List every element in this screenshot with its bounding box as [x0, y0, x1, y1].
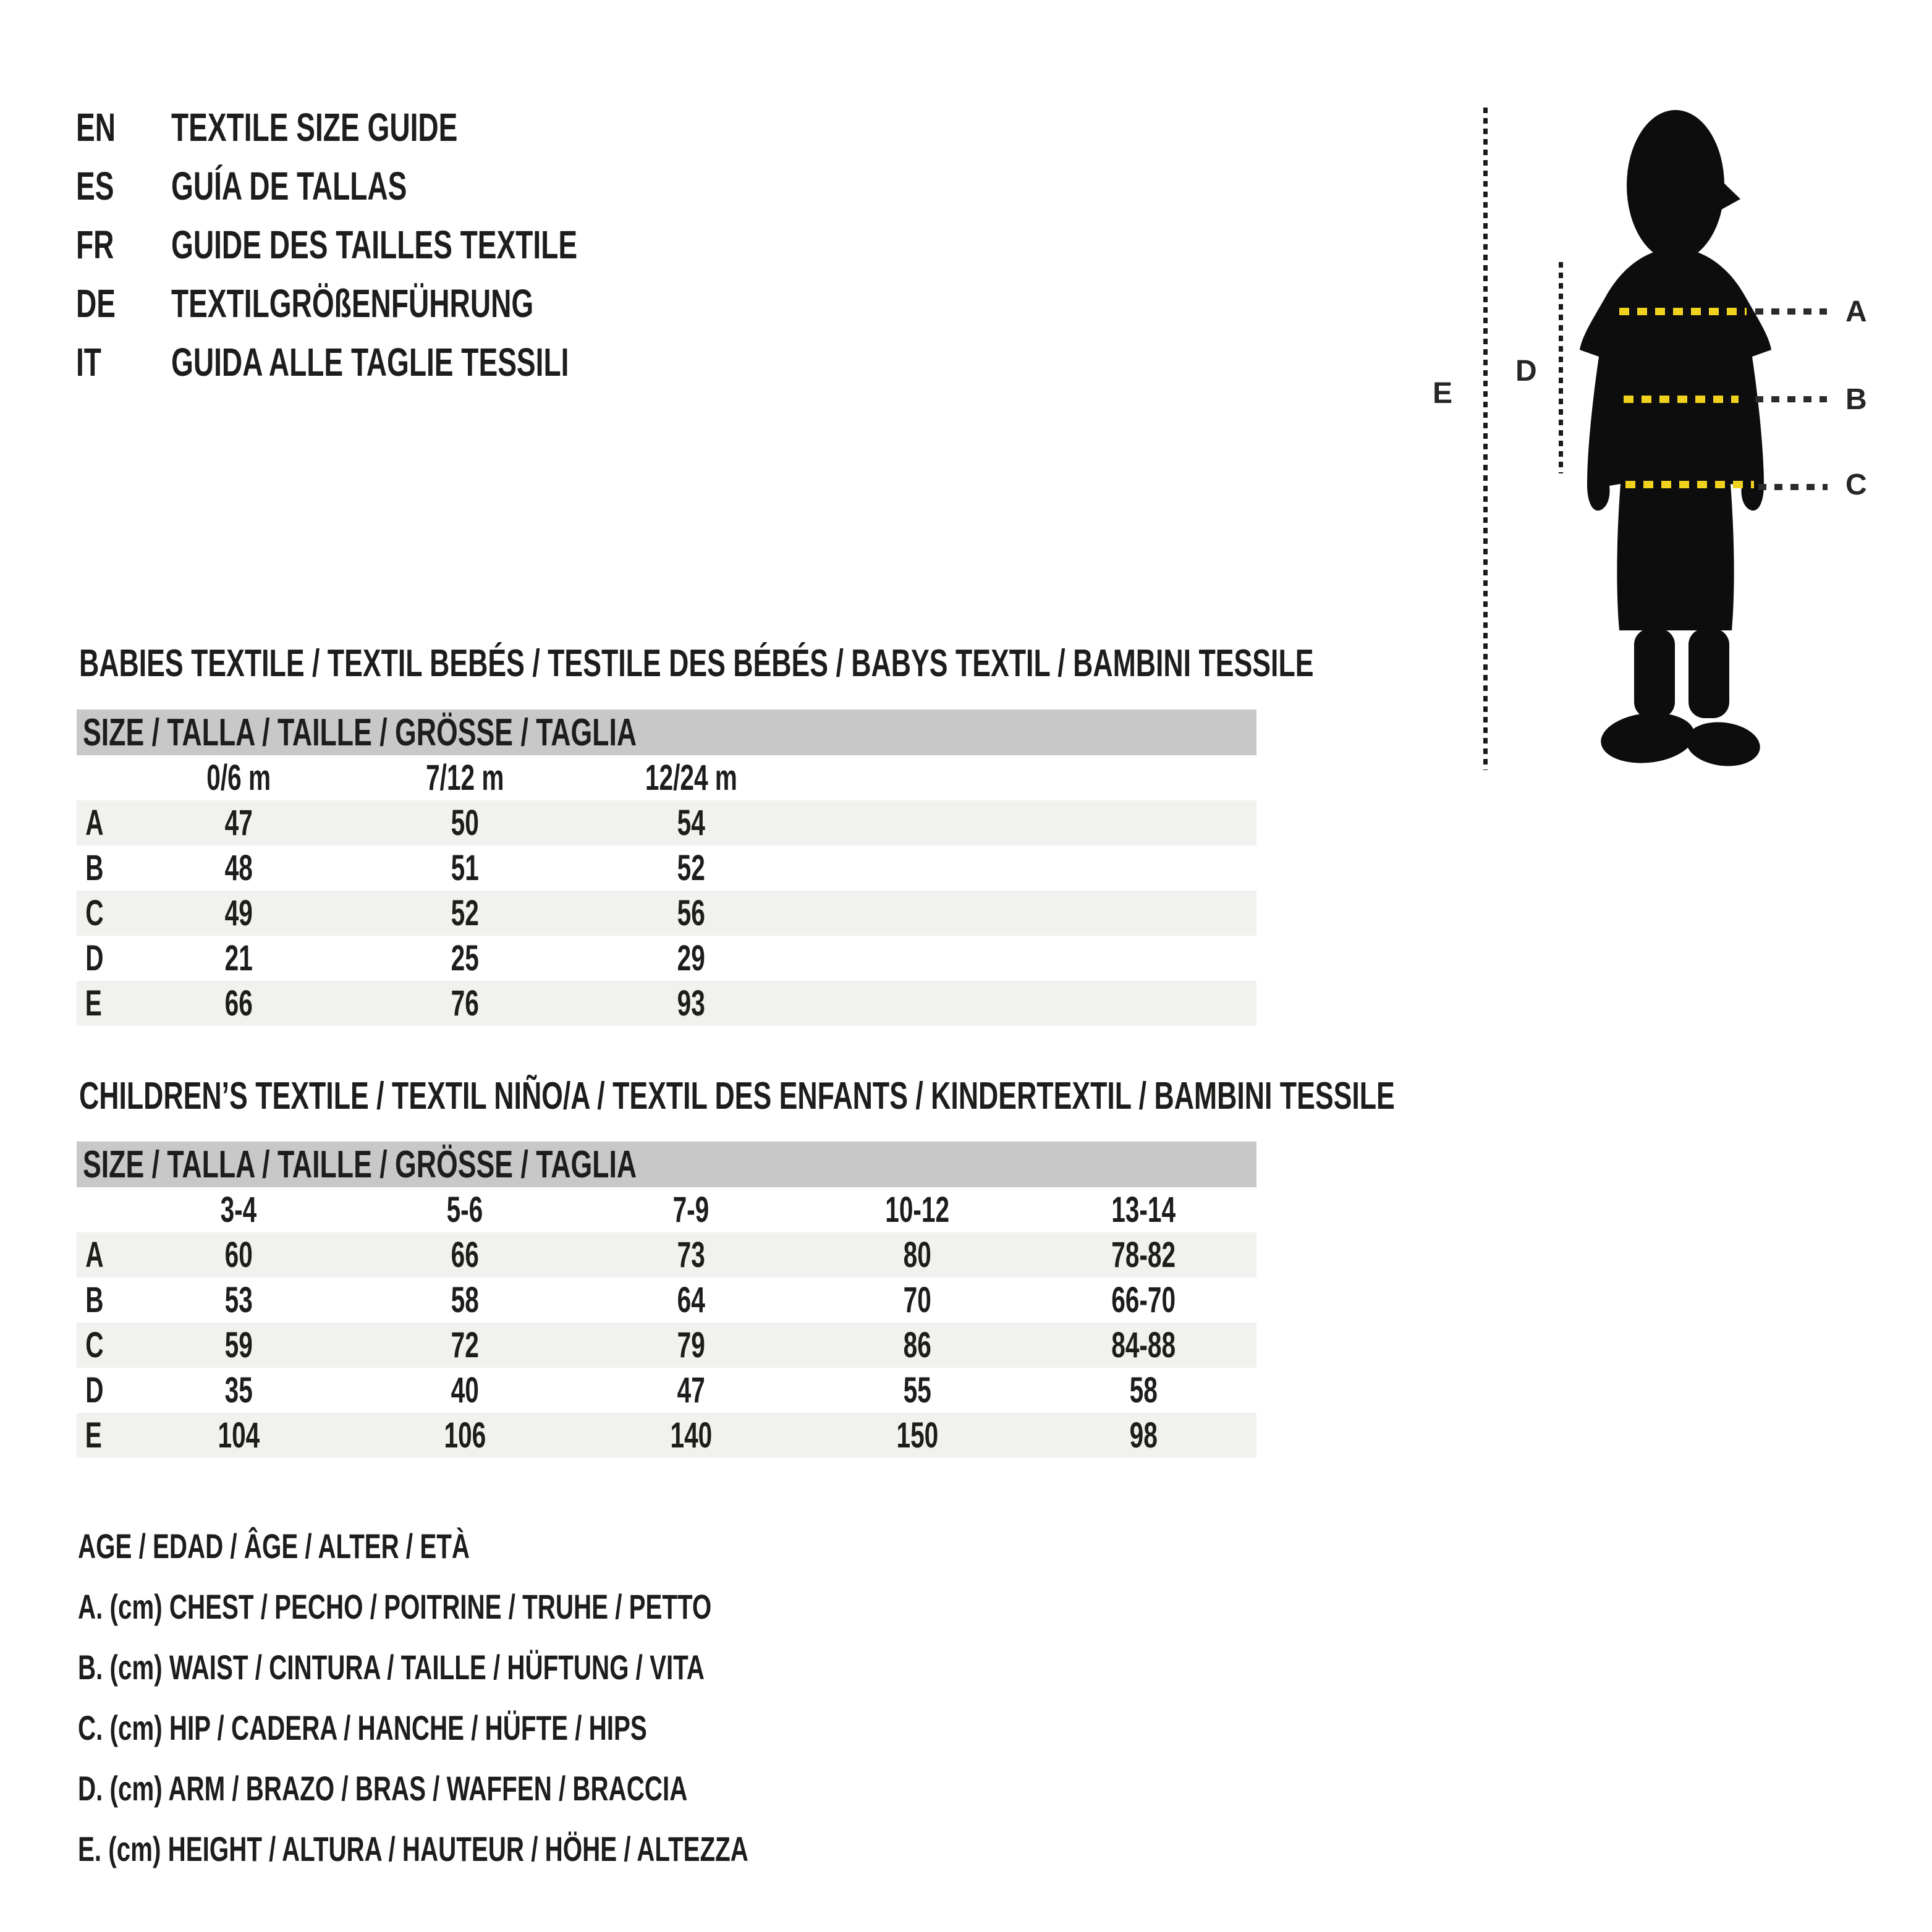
size-header-bar: SIZE / TALLA / TAILLE / GRÖSSE / TAGLIA — [77, 1142, 1256, 1187]
column-header: 7/12 m — [425, 758, 504, 798]
column-header: 7-9 — [672, 1190, 710, 1230]
row-label: C — [85, 893, 104, 933]
row-label: B — [85, 848, 104, 888]
table-row: E 104 106 140 150 98 — [77, 1413, 1256, 1458]
table-row: A 47 50 54 — [77, 800, 1256, 845]
arm-measure-line — [1559, 262, 1563, 473]
babies-size-table — [77, 710, 1256, 1026]
legend-line-chest: A. (cm) CHEST / PECHO / POITRINE / TRUHE / PETTO — [78, 1587, 712, 1626]
column-header-row — [77, 755, 1256, 800]
language-row-it — [76, 333, 735, 391]
children-size-table — [77, 1142, 1256, 1458]
row-label: E — [85, 1415, 102, 1455]
language-code: ES — [76, 163, 114, 208]
language-code: EN — [76, 104, 116, 150]
chest-leader-dash — [1755, 308, 1827, 315]
language-row-fr — [76, 215, 735, 274]
column-header: 5-6 — [446, 1190, 483, 1230]
language-row-en — [76, 98, 735, 156]
guide-title: GUIDE DES TAILLES TEXTILE — [171, 222, 578, 267]
language-header — [76, 98, 735, 391]
chest-measure-dash — [1619, 308, 1747, 315]
column-header: 13-14 — [1111, 1190, 1176, 1230]
legend-line-arm: D. (cm) ARM / BRAZO / BRAS / WAFFEN / BRACCIA — [78, 1768, 688, 1808]
legend-line-hip: C. (cm) HIP / CADERA / HANCHE / HÜFTE / HIPS — [78, 1708, 647, 1747]
guide-title: GUIDA ALLE TAGLIE TESSILI — [171, 339, 569, 384]
arm-label: D — [1515, 354, 1537, 388]
table-row: D 35 40 47 55 58 — [77, 1368, 1256, 1413]
column-header: 10-12 — [885, 1190, 949, 1230]
waist-label: B — [1845, 383, 1867, 416]
table-row: E 66 76 93 — [77, 981, 1256, 1026]
language-code: IT — [76, 339, 101, 384]
waist-leader-dash — [1755, 396, 1827, 402]
size-header-bar: SIZE / TALLA / TAILLE / GRÖSSE / TAGLIA — [77, 710, 1256, 755]
measurement-legend — [78, 1515, 1009, 1879]
babies-table-title: BABIES TEXTILE / TEXTIL BEBÉS / TESTILE DES BÉBÉS / BABYS TEXTIL / BAMBINI TESSILE — [79, 642, 1314, 685]
hip-measure-dash — [1625, 481, 1754, 488]
language-row-es — [76, 156, 735, 215]
row-label: A — [85, 1235, 104, 1275]
row-label: E — [85, 983, 102, 1023]
column-header: 0/6 m — [206, 758, 271, 798]
table-row: C 59 72 79 86 84-88 — [77, 1323, 1256, 1368]
column-header-row — [77, 1187, 1256, 1232]
table-row: B 48 51 52 — [77, 845, 1256, 891]
table-row: B 53 58 64 70 66-70 — [77, 1277, 1256, 1323]
row-label: C — [85, 1325, 104, 1365]
height-label: E — [1433, 376, 1453, 410]
guide-title: TEXTILGRÖßENFÜHRUNG — [171, 281, 534, 326]
chest-label: A — [1845, 295, 1867, 328]
table-row: C 49 52 56 — [77, 891, 1256, 936]
row-label: D — [85, 938, 104, 978]
legend-line-age: AGE / EDAD / ÂGE / ALTER / ETÀ — [78, 1526, 470, 1566]
language-code: DE — [76, 281, 116, 326]
table-row: A 60 66 73 80 78-82 — [77, 1232, 1256, 1277]
waist-measure-dash — [1624, 396, 1739, 403]
legend-line-waist: B. (cm) WAIST / CINTURA / TAILLE / HÜFTUNG / VITA — [78, 1647, 705, 1687]
row-label: A — [85, 803, 104, 843]
guide-title: GUÍA DE TALLAS — [171, 163, 407, 208]
column-header: 12/24 m — [645, 758, 737, 798]
row-label: D — [85, 1370, 104, 1410]
row-label: B — [85, 1280, 104, 1320]
column-header: 3-4 — [220, 1190, 257, 1230]
hip-label: C — [1845, 468, 1867, 501]
table-row: D 21 25 29 — [77, 936, 1256, 981]
hip-leader-dash — [1758, 484, 1828, 490]
language-code: FR — [76, 222, 114, 267]
guide-title: TEXTILE SIZE GUIDE — [171, 104, 458, 150]
language-row-de — [76, 274, 735, 333]
children-table-title: CHILDREN’S TEXTILE / TEXTIL NIÑO/A / TEXTIL DES ENFANTS / KINDERTEXTIL / BAMBINI TESSILE — [79, 1074, 1395, 1117]
legend-line-height: E. (cm) HEIGHT / ALTURA / HAUTEUR / HÖHE / ALTEZZA — [78, 1829, 748, 1868]
